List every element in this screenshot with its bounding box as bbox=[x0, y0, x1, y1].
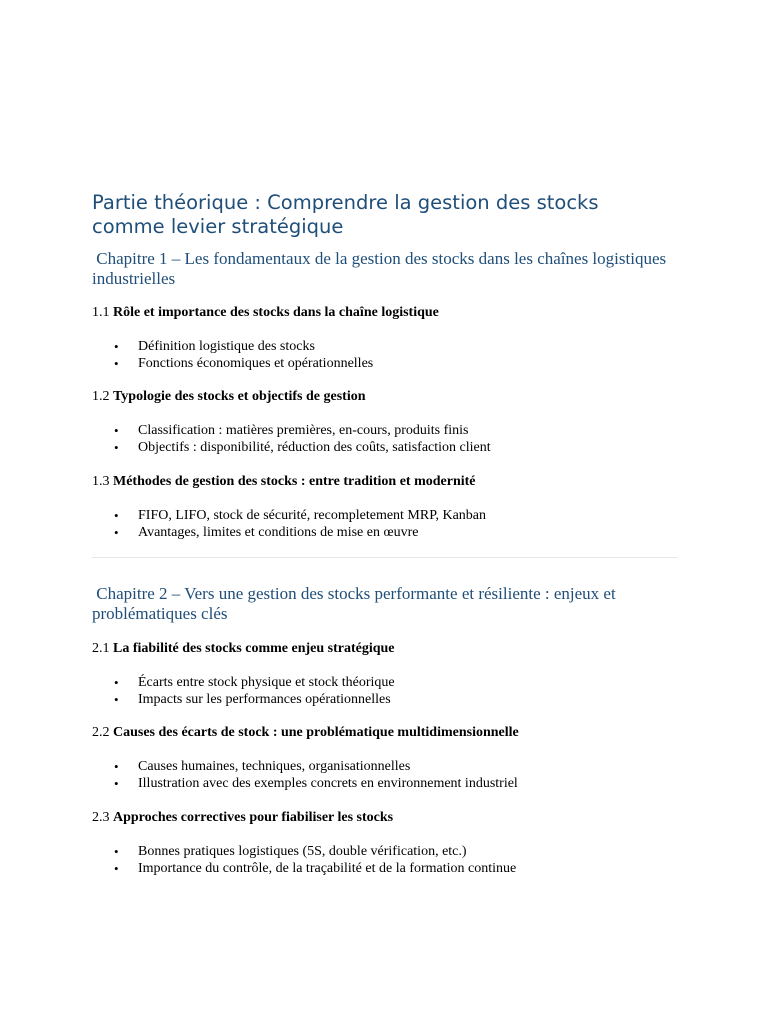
list-item: • Définition logistique des stocks bbox=[114, 339, 315, 354]
section-2-2 bbox=[92, 724, 677, 792]
chapter-1 bbox=[92, 249, 677, 541]
chapter-title: Chapitre 2 – Vers une gestion des stocks performante et résiliente : enjeux et problématiques clés bbox=[92, 584, 616, 623]
list-item: • Fonctions économiques et opérationnelles bbox=[114, 356, 374, 371]
bullet-icon: • bbox=[114, 844, 119, 859]
bullet-list bbox=[92, 674, 677, 708]
list-item: • Écarts entre stock physique et stock théorique bbox=[114, 675, 395, 690]
list-item: • Illustration avec des exemples concrets en environnement industriel bbox=[114, 776, 518, 791]
bullet-icon: • bbox=[114, 356, 119, 371]
bullet-icon: • bbox=[114, 675, 119, 690]
section-1-2 bbox=[92, 388, 677, 456]
bullet-icon: • bbox=[114, 692, 119, 707]
section-heading: 1.2 Typologie des stocks et objectifs de gestion bbox=[92, 389, 366, 404]
list-item: • Bonnes pratiques logistiques (5S, double vérification, etc.) bbox=[114, 844, 467, 859]
section-1-3 bbox=[92, 473, 677, 541]
bullet-icon: • bbox=[114, 423, 119, 438]
bullet-list bbox=[92, 758, 677, 792]
bullet-icon: • bbox=[114, 759, 119, 774]
section-heading: 1.3 Méthodes de gestion des stocks : entre tradition et modernité bbox=[92, 474, 476, 489]
list-item: • Importance du contrôle, de la traçabilité et de la formation continue bbox=[114, 861, 517, 876]
section-heading: 1.1 Rôle et importance des stocks dans la chaîne logistique bbox=[92, 305, 439, 320]
list-item: • Classification : matières premières, en-cours, produits finis bbox=[114, 423, 469, 438]
chapter-title: Chapitre 1 – Les fondamentaux de la gestion des stocks dans les chaînes logistiques industrielles bbox=[92, 249, 667, 288]
list-item: • FIFO, LIFO, stock de sécurité, recompletement MRP, Kanban bbox=[114, 508, 486, 523]
list-item: • Avantages, limites et conditions de mise en œuvre bbox=[114, 525, 419, 540]
bullet-icon: • bbox=[114, 776, 119, 791]
bullet-icon: • bbox=[114, 339, 119, 354]
list-item: • Causes humaines, techniques, organisationnelles bbox=[114, 759, 411, 774]
chapter-separator bbox=[92, 557, 677, 558]
section-heading: 2.1 La fiabilité des stocks comme enjeu stratégique bbox=[92, 641, 395, 656]
section-2-3 bbox=[92, 809, 677, 877]
bullet-list bbox=[92, 507, 677, 541]
document-page bbox=[92, 191, 677, 877]
bullet-icon: • bbox=[114, 440, 119, 455]
section-heading: 2.2 Causes des écarts de stock : une problématique multidimensionnelle bbox=[92, 725, 519, 740]
chapter-2 bbox=[92, 584, 677, 877]
bullet-icon: • bbox=[114, 861, 119, 876]
list-item: • Impacts sur les performances opérationnelles bbox=[114, 692, 391, 707]
bullet-list bbox=[92, 422, 677, 456]
section-1-1 bbox=[92, 304, 677, 372]
section-2-1 bbox=[92, 640, 677, 708]
bullet-icon: • bbox=[114, 508, 119, 523]
section-heading: 2.3 Approches correctives pour fiabiliser les stocks bbox=[92, 810, 394, 825]
list-item: • Objectifs : disponibilité, réduction des coûts, satisfaction client bbox=[114, 440, 491, 455]
bullet-icon: • bbox=[114, 525, 119, 540]
bullet-list bbox=[92, 338, 677, 372]
part-title: Partie théorique : Comprendre la gestion des stocks comme levier stratégique bbox=[92, 191, 599, 238]
bullet-list bbox=[92, 843, 677, 877]
